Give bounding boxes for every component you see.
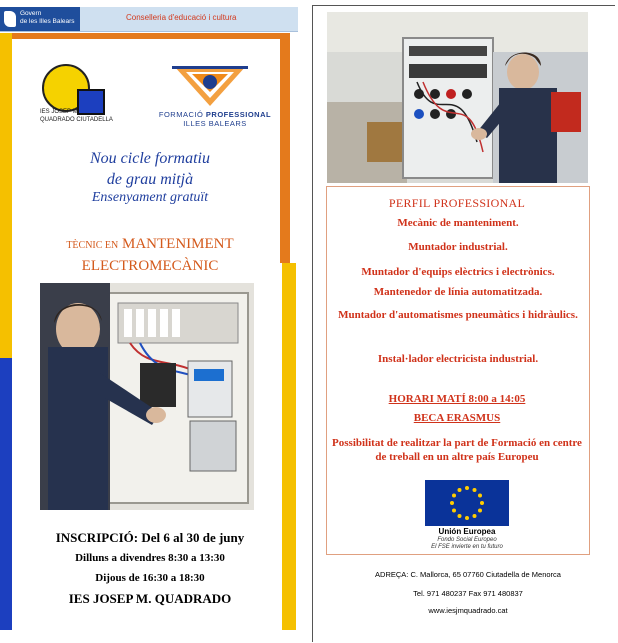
profile-item: Muntador industrial. — [408, 241, 508, 253]
office-hours-weekdays: Dilluns a divendres 8:30 a 13:30 — [75, 552, 225, 564]
school-logo-caption: IES JOSEP M. QUADRADO CIUTADELLA — [40, 109, 113, 123]
school-name-footer: IES JOSEP M. QUADRADO — [68, 591, 232, 606]
eu-flag-icon — [425, 480, 509, 526]
profile-item: Mantenedor de línia automatitzada. — [373, 286, 543, 298]
fp-logo-icon — [168, 62, 252, 108]
gov-line2: de les Illes Balears — [20, 18, 75, 25]
eu-label: Unión Europea — [438, 527, 496, 536]
free-education-subheading: Ensenyament gratuït — [91, 190, 209, 205]
left-flyer-panel — [0, 0, 300, 643]
department-name: Conselleria d'educació i cultura — [126, 13, 237, 22]
school-phone: Tel. 971 480237 Fax 971 480837 — [413, 589, 523, 598]
fp-logo-caption: FORMACIÓ PROFESSIONAL ILLES BALEARS — [158, 110, 272, 128]
student-workshop-photo — [327, 12, 588, 183]
profile-item: Instal·lador electricista industrial. — [377, 353, 539, 365]
student-electrical-panel-photo — [40, 283, 254, 510]
profile-item: Mecànic de manteniment. — [397, 217, 519, 229]
frame-right-yellow-stripe — [282, 263, 296, 630]
profile-title: PERFIL PROFESSIONAL — [388, 196, 526, 210]
frame-right-orange-stripe — [280, 33, 290, 263]
qualification-title: TÈCNIC EN MANTENIMENT ELECTROMECÀNIC — [66, 236, 234, 274]
government-header-bar — [0, 7, 298, 32]
school-website: www.iesjmquadrado.cat — [428, 606, 508, 615]
government-emblem-icon — [4, 11, 16, 27]
gov-line1: Govern — [20, 10, 42, 17]
abroad-training-info: Possibilitat de realitzar la part de Formació en centre de treball en un altre país Europeu — [332, 437, 582, 463]
schedule-info: HORARI MATÍ 8:00 a 14:05 — [388, 393, 526, 405]
registration-dates: INSCRIPCIÓ: Del 6 al 30 de juny — [55, 530, 245, 545]
course-heading: Nou cicle formatiu de grau mitjà — [90, 150, 210, 188]
office-hours-thursday: Dijous de 16:30 a 18:30 — [95, 572, 205, 584]
profile-item: Muntador d'equips elèctrics i electrònics. — [361, 266, 555, 278]
eu-subtitle: Fondo Social Europeo El FSE invierte en tu futuro — [431, 537, 503, 550]
school-address: ADREÇA: C. Mallorca, 65 07760 Ciutadella de Menorca — [375, 570, 561, 579]
government-logo — [0, 7, 80, 31]
profile-item: Muntador d'automatismes pneumàtics i hidràulics. — [338, 309, 578, 321]
frame-left-yellow-stripe — [0, 33, 12, 358]
erasmus-scholarship: BECA ERASMUS — [413, 412, 501, 424]
